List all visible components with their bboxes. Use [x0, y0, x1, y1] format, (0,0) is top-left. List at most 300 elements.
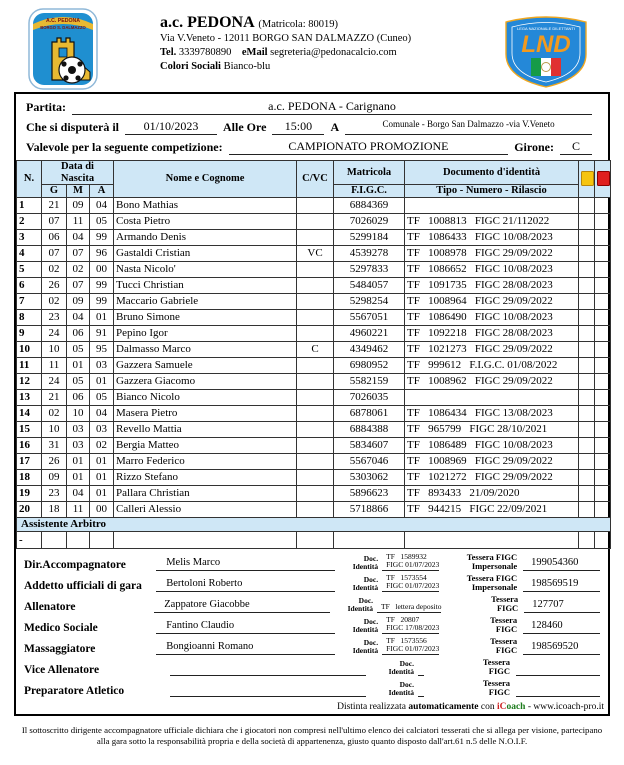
yellow-card-cell: [579, 485, 595, 501]
birth-month: 03: [67, 437, 90, 453]
player-row: [17, 405, 611, 421]
icoach-url: - www.icoach-pro.it: [525, 701, 604, 712]
distinta-prefix: Distinta realizzata: [337, 701, 409, 712]
official-tessera-value: 198569520: [523, 641, 600, 655]
competition-label: Valevole per la seguente competizione:: [26, 140, 223, 154]
birth-month: 09: [67, 197, 90, 213]
official-tessera-value: [516, 662, 600, 676]
matricola-figc: 5567051: [334, 309, 405, 325]
yellow-card-cell: [579, 389, 595, 405]
red-card-cell: [595, 229, 611, 245]
club-name: a.c. PEDONA: [160, 14, 255, 31]
yellow-card-cell: [579, 341, 595, 357]
birth-month: 05: [67, 341, 90, 357]
red-card-cell: [595, 309, 611, 325]
birth-year: 01: [90, 485, 114, 501]
official-tessera-label: Tessera FIGC: [490, 614, 518, 634]
birth-year: 03: [90, 421, 114, 437]
matricola-figc: 5567046: [334, 453, 405, 469]
official-name: Bertoloni Roberto: [156, 578, 334, 592]
official-doc-value: TF 1573556 FIGC 01/07/2023: [382, 637, 439, 655]
birth-year: 91: [90, 325, 114, 341]
official-row: [24, 657, 600, 676]
official-doc-value: TF 20807 FIGC 17/08/2023: [382, 616, 439, 634]
player-number: 3: [17, 229, 42, 245]
player-row: [17, 453, 611, 469]
icoach-brand-red: iC: [496, 701, 507, 712]
assistente-dash: -: [17, 531, 42, 548]
red-card-cell: [595, 357, 611, 373]
player-number: 18: [17, 469, 42, 485]
player-number: 14: [17, 405, 42, 421]
col-header-name: Nome e Cognome: [114, 161, 297, 198]
captain-flag: [297, 229, 334, 245]
official-tessera-value: 199054360: [523, 557, 600, 571]
birth-month: 04: [67, 229, 90, 245]
birth-month: 07: [67, 277, 90, 293]
player-number: 10: [17, 341, 42, 357]
lnd-logo-icon: [498, 8, 594, 95]
birth-day: 31: [42, 437, 67, 453]
yellow-card-cell: [579, 325, 595, 341]
birth-day: 07: [42, 245, 67, 261]
player-number: 15: [17, 421, 42, 437]
svg-text:LEGA NAZIONALE DILETTANTI: LEGA NAZIONALE DILETTANTI: [517, 26, 575, 31]
match-sheet: [14, 92, 610, 716]
captain-flag: [297, 469, 334, 485]
official-doc-value: TF lettera deposito: [377, 603, 441, 612]
empty-cell: [297, 531, 334, 548]
yellow-card-cell: [579, 373, 595, 389]
player-number: 16: [17, 437, 42, 453]
birth-month: 04: [67, 309, 90, 325]
official-row: [24, 615, 600, 634]
official-role: Medico Sociale: [24, 621, 98, 634]
documento-identita: TF 1086490 FIGC 10/08/2023: [405, 309, 579, 325]
player-name: Gazzera Giacomo: [114, 373, 297, 389]
official-row: [24, 573, 600, 592]
match-info: [16, 94, 608, 160]
matricola-figc: 4960221: [334, 325, 405, 341]
player-number: 19: [17, 485, 42, 501]
documento-identita: TF 1086433 FIGC 10/08/2023: [405, 229, 579, 245]
documento-identita: TF 1008962 FIGC 29/09/2022: [405, 373, 579, 389]
matricola-figc: 5298254: [334, 293, 405, 309]
birth-year: 00: [90, 501, 114, 517]
official-tessera-label: Tessera FIGC: [482, 656, 510, 676]
captain-flag: [297, 501, 334, 517]
documento-identita: TF 1086489 FIGC 10/08/2023: [405, 437, 579, 453]
lnd-text: LND: [521, 31, 571, 58]
documento-identita: [405, 197, 579, 213]
birth-day: 02: [42, 293, 67, 309]
distinta-mid: con: [478, 701, 497, 712]
captain-flag: [297, 325, 334, 341]
birth-day: 26: [42, 453, 67, 469]
player-name: Bruno Simone: [114, 309, 297, 325]
player-name: Marro Federico: [114, 453, 297, 469]
birth-day: 02: [42, 405, 67, 421]
captain-flag: VC: [297, 245, 334, 261]
colors-value: Bianco-blu: [223, 61, 271, 73]
empty-cell: [42, 531, 67, 548]
official-role: Vice Allenatore: [24, 663, 100, 676]
birth-month: 06: [67, 325, 90, 341]
official-doc-label: Doc. Identità: [352, 637, 379, 655]
player-number: 7: [17, 293, 42, 309]
red-card-cell: [595, 261, 611, 277]
captain-flag: [297, 437, 334, 453]
documento-identita: TF 1086434 FIGC 13/08/2023: [405, 405, 579, 421]
tel-value: 3339780890: [178, 47, 232, 59]
official-role: Allenatore: [24, 600, 76, 613]
official-doc-label: Doc. Identità: [388, 658, 414, 676]
birth-month: 05: [67, 373, 90, 389]
captain-flag: [297, 293, 334, 309]
birth-year: 99: [90, 277, 114, 293]
player-number: 6: [17, 277, 42, 293]
matricola-figc: 6884369: [334, 197, 405, 213]
red-card-icon: [597, 171, 610, 186]
distinta-credit: [16, 699, 608, 714]
yellow-card-header: [579, 161, 595, 198]
player-row: [17, 261, 611, 277]
birth-month: 04: [67, 485, 90, 501]
documento-identita: TF 1021273 FIGC 29/09/2022: [405, 341, 579, 357]
official-name: Zappatore Giacobbe: [154, 599, 330, 613]
player-name: Pallara Christian: [114, 485, 297, 501]
red-card-cell: [595, 325, 611, 341]
red-card-cell: [595, 373, 611, 389]
official-name: Bongioanni Romano: [156, 641, 334, 655]
birth-year: 95: [90, 341, 114, 357]
yellow-card-cell: [579, 293, 595, 309]
official-doc-label: Doc. Identità: [347, 595, 374, 613]
at-label: A: [330, 120, 340, 134]
official-doc-label: Doc. Identità: [388, 679, 414, 697]
player-row: [17, 341, 611, 357]
red-card-cell: [595, 213, 611, 229]
matricola-figc: 5718866: [334, 501, 405, 517]
captain-flag: [297, 485, 334, 501]
birth-year: 01: [90, 453, 114, 469]
birth-year: 99: [90, 293, 114, 309]
partita-value: a.c. PEDONA - Carignano: [72, 99, 592, 115]
club-badge-icon: [28, 8, 98, 95]
email-label: eMail: [241, 47, 268, 59]
official-role: Preparatore Atletico: [24, 684, 125, 697]
birth-month: 10: [67, 405, 90, 421]
official-name: [170, 683, 366, 697]
birth-month: 09: [67, 293, 90, 309]
captain-flag: [297, 453, 334, 469]
col-header-n: N.: [17, 161, 42, 198]
official-tessera-label: Tessera FIGC: [490, 635, 518, 655]
official-row: [24, 552, 600, 571]
club-address: Via V.Veneto - 12011 BORGO SAN DALMAZZO (Cuneo): [160, 33, 412, 44]
venue: Comunale - Borgo San Dalmazzo -via V.Veneto: [345, 119, 592, 135]
captain-flag: [297, 373, 334, 389]
player-row: [17, 469, 611, 485]
documento-identita: TF 965799 FIGC 28/10/2021: [405, 421, 579, 437]
declaration-footnote: Il sottoscritto dirigente accompagnatore ufficiale dichiara che i giocatori non compresi nell'ultimo elenco dei calciatori tesserati che si allega per visione, partecipano alla gara sotto la responsabilità propria e della società di appartenenza, giusto quanto disposto dall'art.61 n.5 delle N.O.I.F.: [21, 724, 603, 746]
birth-month: 11: [67, 501, 90, 517]
yellow-card-cell: [579, 245, 595, 261]
documento-identita: TF 1092218 FIGC 28/08/2023: [405, 325, 579, 341]
red-card-cell: [595, 469, 611, 485]
email-value: segreteria@pedonacalcio.com: [270, 47, 397, 59]
player-row: [17, 357, 611, 373]
matricola-figc: 6878061: [334, 405, 405, 421]
birth-day: 26: [42, 277, 67, 293]
birth-day: 18: [42, 501, 67, 517]
players-body: [17, 197, 611, 517]
player-name: Costa Pietro: [114, 213, 297, 229]
player-name: Pepino Igor: [114, 325, 297, 341]
player-number: 5: [17, 261, 42, 277]
captain-flag: [297, 421, 334, 437]
yellow-card-icon: [581, 171, 594, 186]
yellow-card-cell: [579, 261, 595, 277]
official-tessera-value: [516, 683, 600, 697]
yellow-card-cell: [579, 213, 595, 229]
empty-cell: [595, 531, 611, 548]
official-name: Fantino Claudio: [156, 620, 334, 634]
birth-year: 01: [90, 373, 114, 389]
official-row: [24, 636, 600, 655]
tel-label: Tel.: [160, 47, 177, 59]
birth-day: 21: [42, 197, 67, 213]
captain-flag: [297, 213, 334, 229]
colors-label: Colori Sociali: [160, 61, 221, 73]
player-name: Armando Denis: [114, 229, 297, 245]
documento-identita: TF 893433 21/09/2020: [405, 485, 579, 501]
documento-identita: TF 1091735 FIGC 28/08/2023: [405, 277, 579, 293]
player-name: Calleri Alessio: [114, 501, 297, 517]
matricola-figc: 4539278: [334, 245, 405, 261]
club-matricola: (Matricola: 80019): [258, 19, 339, 30]
red-card-cell: [595, 421, 611, 437]
official-tessera-label: Tessera FIGC: [482, 677, 510, 697]
yellow-card-cell: [579, 453, 595, 469]
official-tessera-label: Tessera FIGC Impersonale: [466, 551, 518, 571]
player-name: Revello Mattia: [114, 421, 297, 437]
documento-identita: TF 1008964 FIGC 29/09/2022: [405, 293, 579, 309]
birth-month: 01: [67, 453, 90, 469]
player-row: [17, 213, 611, 229]
assistente-arbitro-row: [17, 517, 611, 531]
birth-year: 96: [90, 245, 114, 261]
player-name: Nasta Nicolo': [114, 261, 297, 277]
birth-day: 21: [42, 389, 67, 405]
icoach-brand-green: oach: [506, 701, 526, 712]
birth-day: 06: [42, 229, 67, 245]
birth-year: 04: [90, 405, 114, 421]
birth-day: 23: [42, 485, 67, 501]
player-number: 11: [17, 357, 42, 373]
player-row: [17, 245, 611, 261]
documento-identita: TF 1021272 FIGC 29/09/2022: [405, 469, 579, 485]
birth-year: 99: [90, 229, 114, 245]
birth-day: 24: [42, 325, 67, 341]
birth-month: 01: [67, 357, 90, 373]
official-role: Dir.Accompagnatore: [24, 558, 126, 571]
letterhead: [0, 0, 624, 92]
official-role: Addetto ufficiali di gara: [24, 579, 142, 592]
matricola-figc: 7026029: [334, 213, 405, 229]
captain-flag: [297, 277, 334, 293]
player-row: [17, 421, 611, 437]
official-doc-label: Doc. Identità: [352, 616, 379, 634]
birth-month: 11: [67, 213, 90, 229]
player-name: Maccario Gabriele: [114, 293, 297, 309]
player-name: Bianco Nicolo: [114, 389, 297, 405]
red-card-cell: [595, 501, 611, 517]
documento-identita: TF 999612 F.I.G.C. 01/08/2022: [405, 357, 579, 373]
partita-label: Partita:: [26, 100, 66, 114]
club-info: [160, 8, 490, 75]
player-row: [17, 485, 611, 501]
player-name: Masera Pietro: [114, 405, 297, 421]
official-doc-label: Doc. Identità: [352, 574, 379, 592]
documento-identita: [405, 389, 579, 405]
empty-cell: [405, 531, 579, 548]
col-header-m: M: [67, 185, 90, 198]
red-card-cell: [595, 277, 611, 293]
empty-cell: [334, 531, 405, 548]
matricola-figc: 6884388: [334, 421, 405, 437]
official-tessera-value: 128460: [523, 620, 600, 634]
birth-day: 23: [42, 309, 67, 325]
assistente-empty-row: [17, 531, 611, 548]
matricola-figc: 7026035: [334, 389, 405, 405]
player-row: [17, 293, 611, 309]
birth-year: 01: [90, 309, 114, 325]
red-card-cell: [595, 293, 611, 309]
player-row: [17, 197, 611, 213]
official-role: Massaggiatore: [24, 642, 96, 655]
matricola-figc: 5582159: [334, 373, 405, 389]
red-card-cell: [595, 197, 611, 213]
yellow-card-cell: [579, 501, 595, 517]
assistente-arbitro-label: Assistente Arbitro: [17, 517, 611, 531]
svg-text:BORGO S. DALMAZZO: BORGO S. DALMAZZO: [40, 25, 86, 30]
birth-year: 04: [90, 197, 114, 213]
player-row: [17, 389, 611, 405]
birth-day: 02: [42, 261, 67, 277]
captain-flag: [297, 357, 334, 373]
player-row: [17, 373, 611, 389]
col-header-cvc: C/VC: [297, 161, 334, 198]
yellow-card-cell: [579, 437, 595, 453]
player-name: Bono Mathias: [114, 197, 297, 213]
matricola-figc: 6980952: [334, 357, 405, 373]
official-doc-label: Doc. Identità: [352, 553, 379, 571]
matricola-figc: 5299184: [334, 229, 405, 245]
svg-text:A.C. PEDONA: A.C. PEDONA: [45, 18, 81, 24]
matricola-figc: 5484057: [334, 277, 405, 293]
documento-identita: TF 1008813 FIGC 21/112022: [405, 213, 579, 229]
date-label: Che si disputerà il: [26, 120, 120, 134]
red-card-cell: [595, 389, 611, 405]
yellow-card-cell: [579, 421, 595, 437]
yellow-card-cell: [579, 309, 595, 325]
col-header-figc: F.I.G.C.: [334, 185, 405, 198]
birth-month: 07: [67, 245, 90, 261]
player-row: [17, 229, 611, 245]
matricola-figc: 5303062: [334, 469, 405, 485]
col-header-tipo: Tipo - Numero - Rilascio: [405, 185, 579, 198]
official-doc-value: TF 1589932 FIGC 01/07/2023: [382, 553, 439, 571]
red-card-cell: [595, 245, 611, 261]
matricola-figc: 5834607: [334, 437, 405, 453]
birth-month: 02: [67, 261, 90, 277]
player-name: Rizzo Stefano: [114, 469, 297, 485]
official-name: [170, 662, 366, 676]
official-row: [24, 678, 600, 697]
red-card-cell: [595, 341, 611, 357]
birth-day: 11: [42, 357, 67, 373]
birth-day: 10: [42, 341, 67, 357]
red-card-header: [595, 161, 611, 198]
official-doc-value: TF 1573554 FIGC 01/07/2023: [382, 574, 439, 592]
birth-year: 02: [90, 437, 114, 453]
matricola-figc: 5896623: [334, 485, 405, 501]
birth-month: 06: [67, 389, 90, 405]
player-row: [17, 309, 611, 325]
red-card-cell: [595, 405, 611, 421]
empty-cell: [67, 531, 90, 548]
matricola-figc: 5297833: [334, 261, 405, 277]
player-row: [17, 325, 611, 341]
birth-year: 01: [90, 469, 114, 485]
col-header-a: A: [90, 185, 114, 198]
empty-cell: [579, 531, 595, 548]
yellow-card-cell: [579, 229, 595, 245]
col-header-documento: Documento d'identità: [405, 161, 579, 185]
player-row: [17, 437, 611, 453]
roster-table: [16, 160, 611, 549]
player-number: 20: [17, 501, 42, 517]
player-name: Tucci Christian: [114, 277, 297, 293]
birth-year: 05: [90, 213, 114, 229]
match-time: 15:00: [272, 119, 324, 135]
player-number: 13: [17, 389, 42, 405]
player-name: Gastaldi Cristian: [114, 245, 297, 261]
red-card-cell: [595, 437, 611, 453]
birth-day: 24: [42, 373, 67, 389]
competition-value: CAMPIONATO PROMOZIONE: [229, 139, 509, 155]
player-number: 1: [17, 197, 42, 213]
empty-cell: [114, 531, 297, 548]
player-name: Dalmasso Marco: [114, 341, 297, 357]
captain-flag: [297, 389, 334, 405]
player-number: 12: [17, 373, 42, 389]
captain-flag: [297, 309, 334, 325]
official-tessera-value: 198569519: [523, 578, 600, 592]
captain-flag: [297, 197, 334, 213]
official-tessera-value: 127707: [524, 599, 600, 613]
player-name: Gazzera Samuele: [114, 357, 297, 373]
birth-day: 09: [42, 469, 67, 485]
yellow-card-cell: [579, 469, 595, 485]
official-tessera-label: Tessera FIGC: [491, 593, 519, 613]
player-number: 2: [17, 213, 42, 229]
birth-month: 03: [67, 421, 90, 437]
player-name: Bergia Matteo: [114, 437, 297, 453]
matricola-figc: 4349462: [334, 341, 405, 357]
girone-value: C: [560, 139, 592, 155]
